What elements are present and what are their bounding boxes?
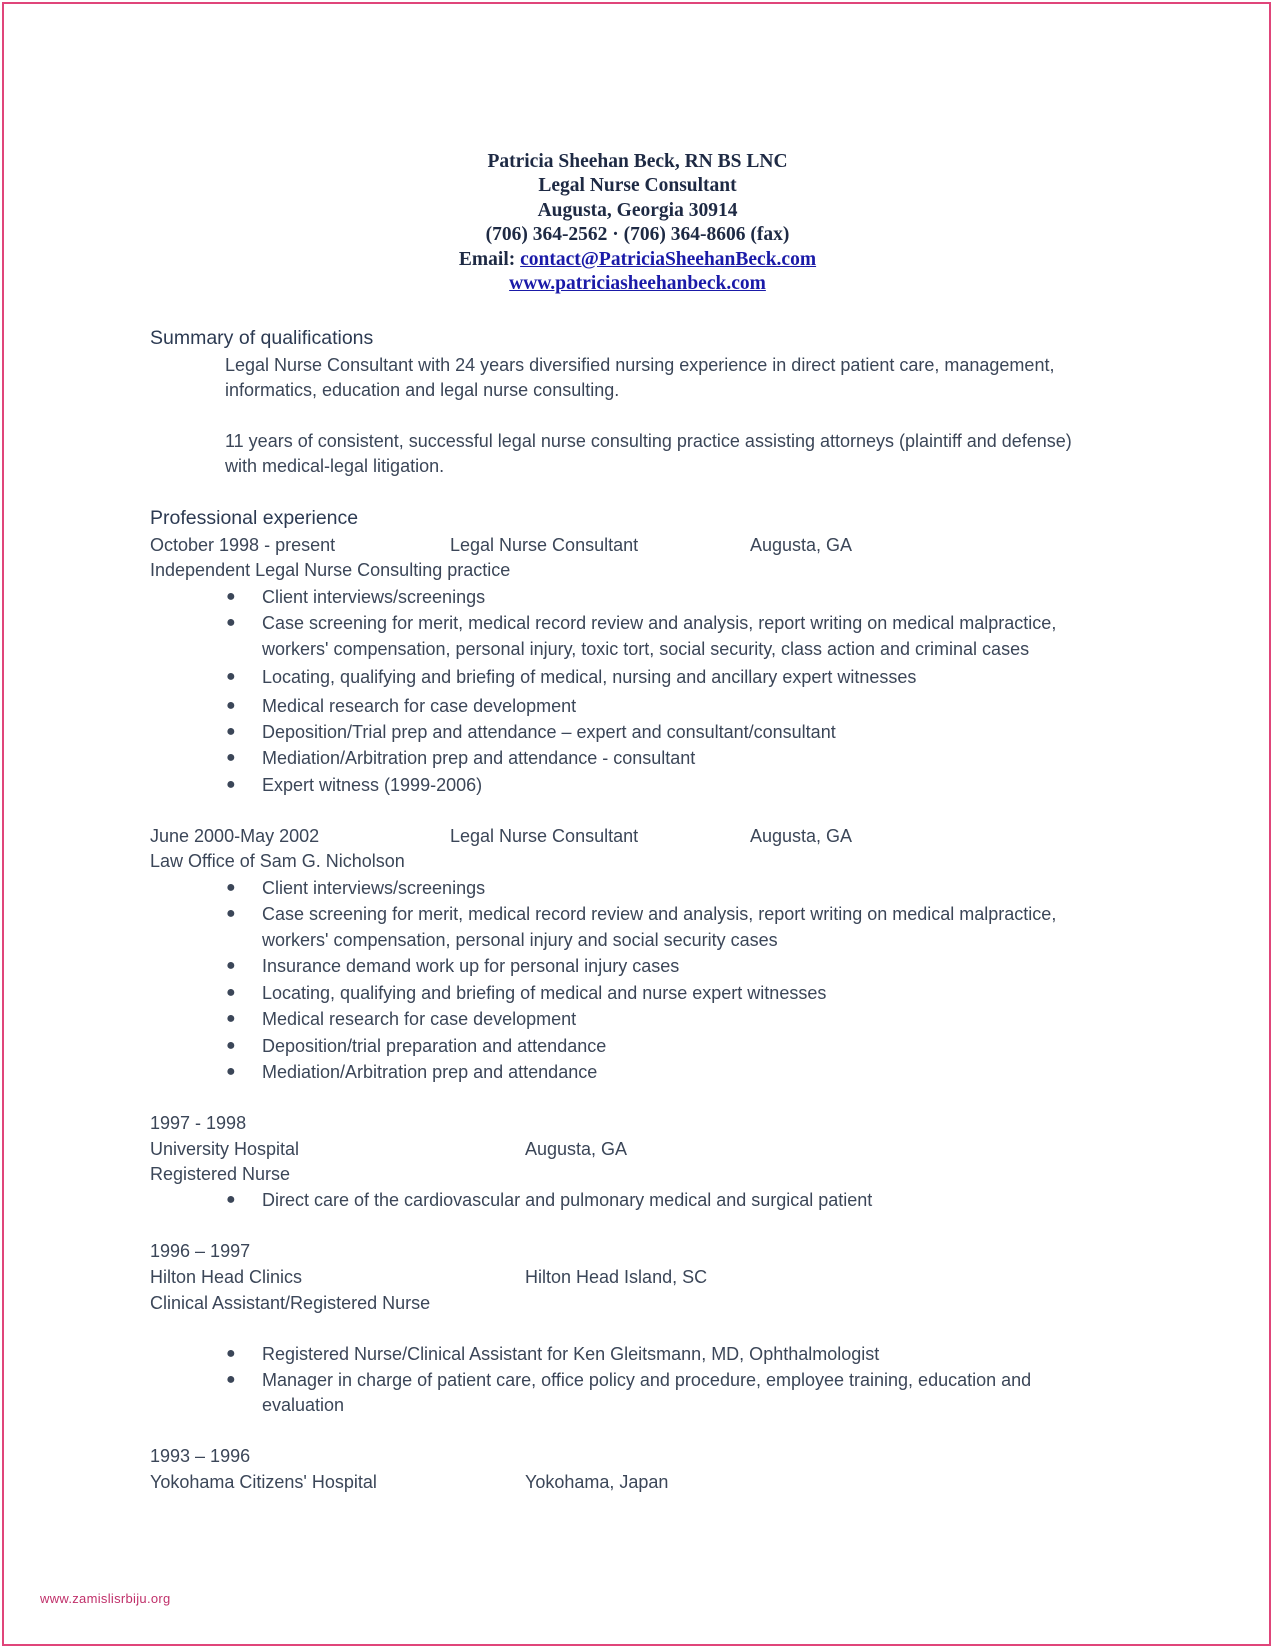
bullet-icon: ●: [226, 588, 236, 605]
bullet-icon: ●: [226, 957, 236, 974]
bullet-icon: ●: [226, 1371, 236, 1388]
job-dates: 1996 – 1997: [150, 1241, 251, 1261]
job-dates: October 1998 - present: [150, 535, 336, 555]
bullet-icon: ●: [226, 1037, 236, 1054]
bullet-icon: ●: [226, 879, 236, 896]
list-item: Expert witness (1999-2006): [262, 775, 483, 795]
bullet-icon: ●: [226, 776, 236, 793]
job-org: Yokohama Citizens' Hospital: [150, 1472, 377, 1492]
list-item: Deposition/Trial prep and attendance – expert and consultant/consultant: [262, 722, 836, 742]
website-link[interactable]: www.patriciasheehanbeck.com: [509, 273, 766, 295]
email-label: Email:: [458, 248, 521, 270]
job-dates: 1993 – 1996: [150, 1446, 251, 1466]
job-role: Legal Nurse Consultant: [450, 535, 639, 555]
job-location: Augusta, GA: [525, 1139, 628, 1159]
bullet-icon: ●: [226, 1063, 236, 1080]
experience-heading: Professional experience: [150, 507, 359, 529]
list-item: Locating, qualifying and briefing of medical and nurse expert witnesses: [262, 983, 827, 1003]
list-item: workers' compensation, personal injury, toxic tort, social security, class action and criminal cases: [262, 639, 1030, 659]
list-item: Case screening for merit, medical record review and analysis, report writing on medical malpractice,: [262, 613, 1057, 633]
list-item: Insurance demand work up for personal injury cases: [262, 956, 680, 976]
job-org: Law Office of Sam G. Nicholson: [150, 851, 405, 871]
website-line: [0, 272, 1275, 296]
bullet-icon: ●: [226, 668, 236, 685]
list-item: evaluation: [262, 1395, 345, 1415]
list-item: workers' compensation, personal injury and social security cases: [262, 930, 778, 950]
bullet-icon: ●: [226, 905, 236, 922]
job-location: Augusta, GA: [750, 826, 853, 846]
summary-heading: Summary of qualifications: [150, 327, 374, 349]
list-item: Registered Nurse/Clinical Assistant for Ken Gleitsmann, MD, Ophthalmologist: [262, 1344, 880, 1364]
job-role: Legal Nurse Consultant: [450, 826, 639, 846]
bullet-icon: ●: [226, 1345, 236, 1362]
summary-text: Legal Nurse Consultant with 24 years diversified nursing experience in direct patient care, management,: [225, 355, 1055, 375]
list-item: Medical research for case development: [262, 696, 577, 716]
job-dates: June 2000-May 2002: [150, 826, 320, 846]
email-link[interactable]: contact@PatriciaSheehanBeck.com: [520, 248, 817, 270]
summary-text: informatics, education and legal nurse consulting.: [225, 380, 620, 400]
bullet-icon: ●: [226, 1191, 236, 1208]
list-item: Locating, qualifying and briefing of medical, nursing and ancillary expert witnesses: [262, 667, 917, 687]
bullet-icon: ●: [226, 749, 236, 766]
list-item: Medical research for case development: [262, 1009, 577, 1029]
bullet-icon: ●: [226, 723, 236, 740]
job-location: Augusta, GA: [750, 535, 853, 555]
job-org: Independent Legal Nurse Consulting practice: [150, 560, 511, 580]
list-item: Direct care of the cardiovascular and pulmonary medical and surgical patient: [262, 1190, 873, 1210]
job-org: University Hospital: [150, 1139, 300, 1159]
list-item: Client interviews/screenings: [262, 878, 486, 898]
job-role: Registered Nurse: [150, 1164, 291, 1184]
candidate-name: Patricia Sheehan Beck, RN BS LNC: [487, 151, 788, 172]
email-line: [0, 248, 1275, 272]
job-location: Yokohama, Japan: [525, 1472, 669, 1492]
list-item: Case screening for merit, medical record review and analysis, report writing on medical malpractice,: [262, 904, 1057, 924]
bullet-icon: ●: [226, 1010, 236, 1027]
list-item: Deposition/trial preparation and attendance: [262, 1036, 607, 1056]
job-location: Hilton Head Island, SC: [525, 1267, 708, 1287]
bullet-icon: ●: [226, 984, 236, 1001]
job-dates: 1997 - 1998: [150, 1113, 247, 1133]
candidate-location: Augusta, Georgia 30914: [537, 199, 738, 221]
list-item: Client interviews/screenings: [262, 587, 486, 607]
candidate-phone: (706) 364-2562 · (706) 364-8606 (fax): [485, 224, 790, 246]
resume-header: [0, 150, 1275, 296]
summary-text: 11 years of consistent, successful legal nurse consulting practice assisting attorneys (plaintiff and defense): [225, 431, 1072, 451]
job-org: Hilton Head Clinics: [150, 1267, 303, 1287]
job-role: Clinical Assistant/Registered Nurse: [150, 1293, 431, 1313]
bullet-icon: ●: [226, 697, 236, 714]
list-item: Manager in charge of patient care, office policy and procedure, employee training, education and: [262, 1370, 1032, 1390]
bullet-icon: ●: [226, 614, 236, 631]
summary-text: with medical-legal litigation.: [225, 456, 445, 476]
watermark-url: www.zamislisrbiju.org: [40, 1591, 171, 1606]
list-item: Mediation/Arbitration prep and attendance - consultant: [262, 748, 696, 768]
list-item: Mediation/Arbitration prep and attendance: [262, 1062, 598, 1082]
candidate-title: Legal Nurse Consultant: [538, 175, 737, 197]
